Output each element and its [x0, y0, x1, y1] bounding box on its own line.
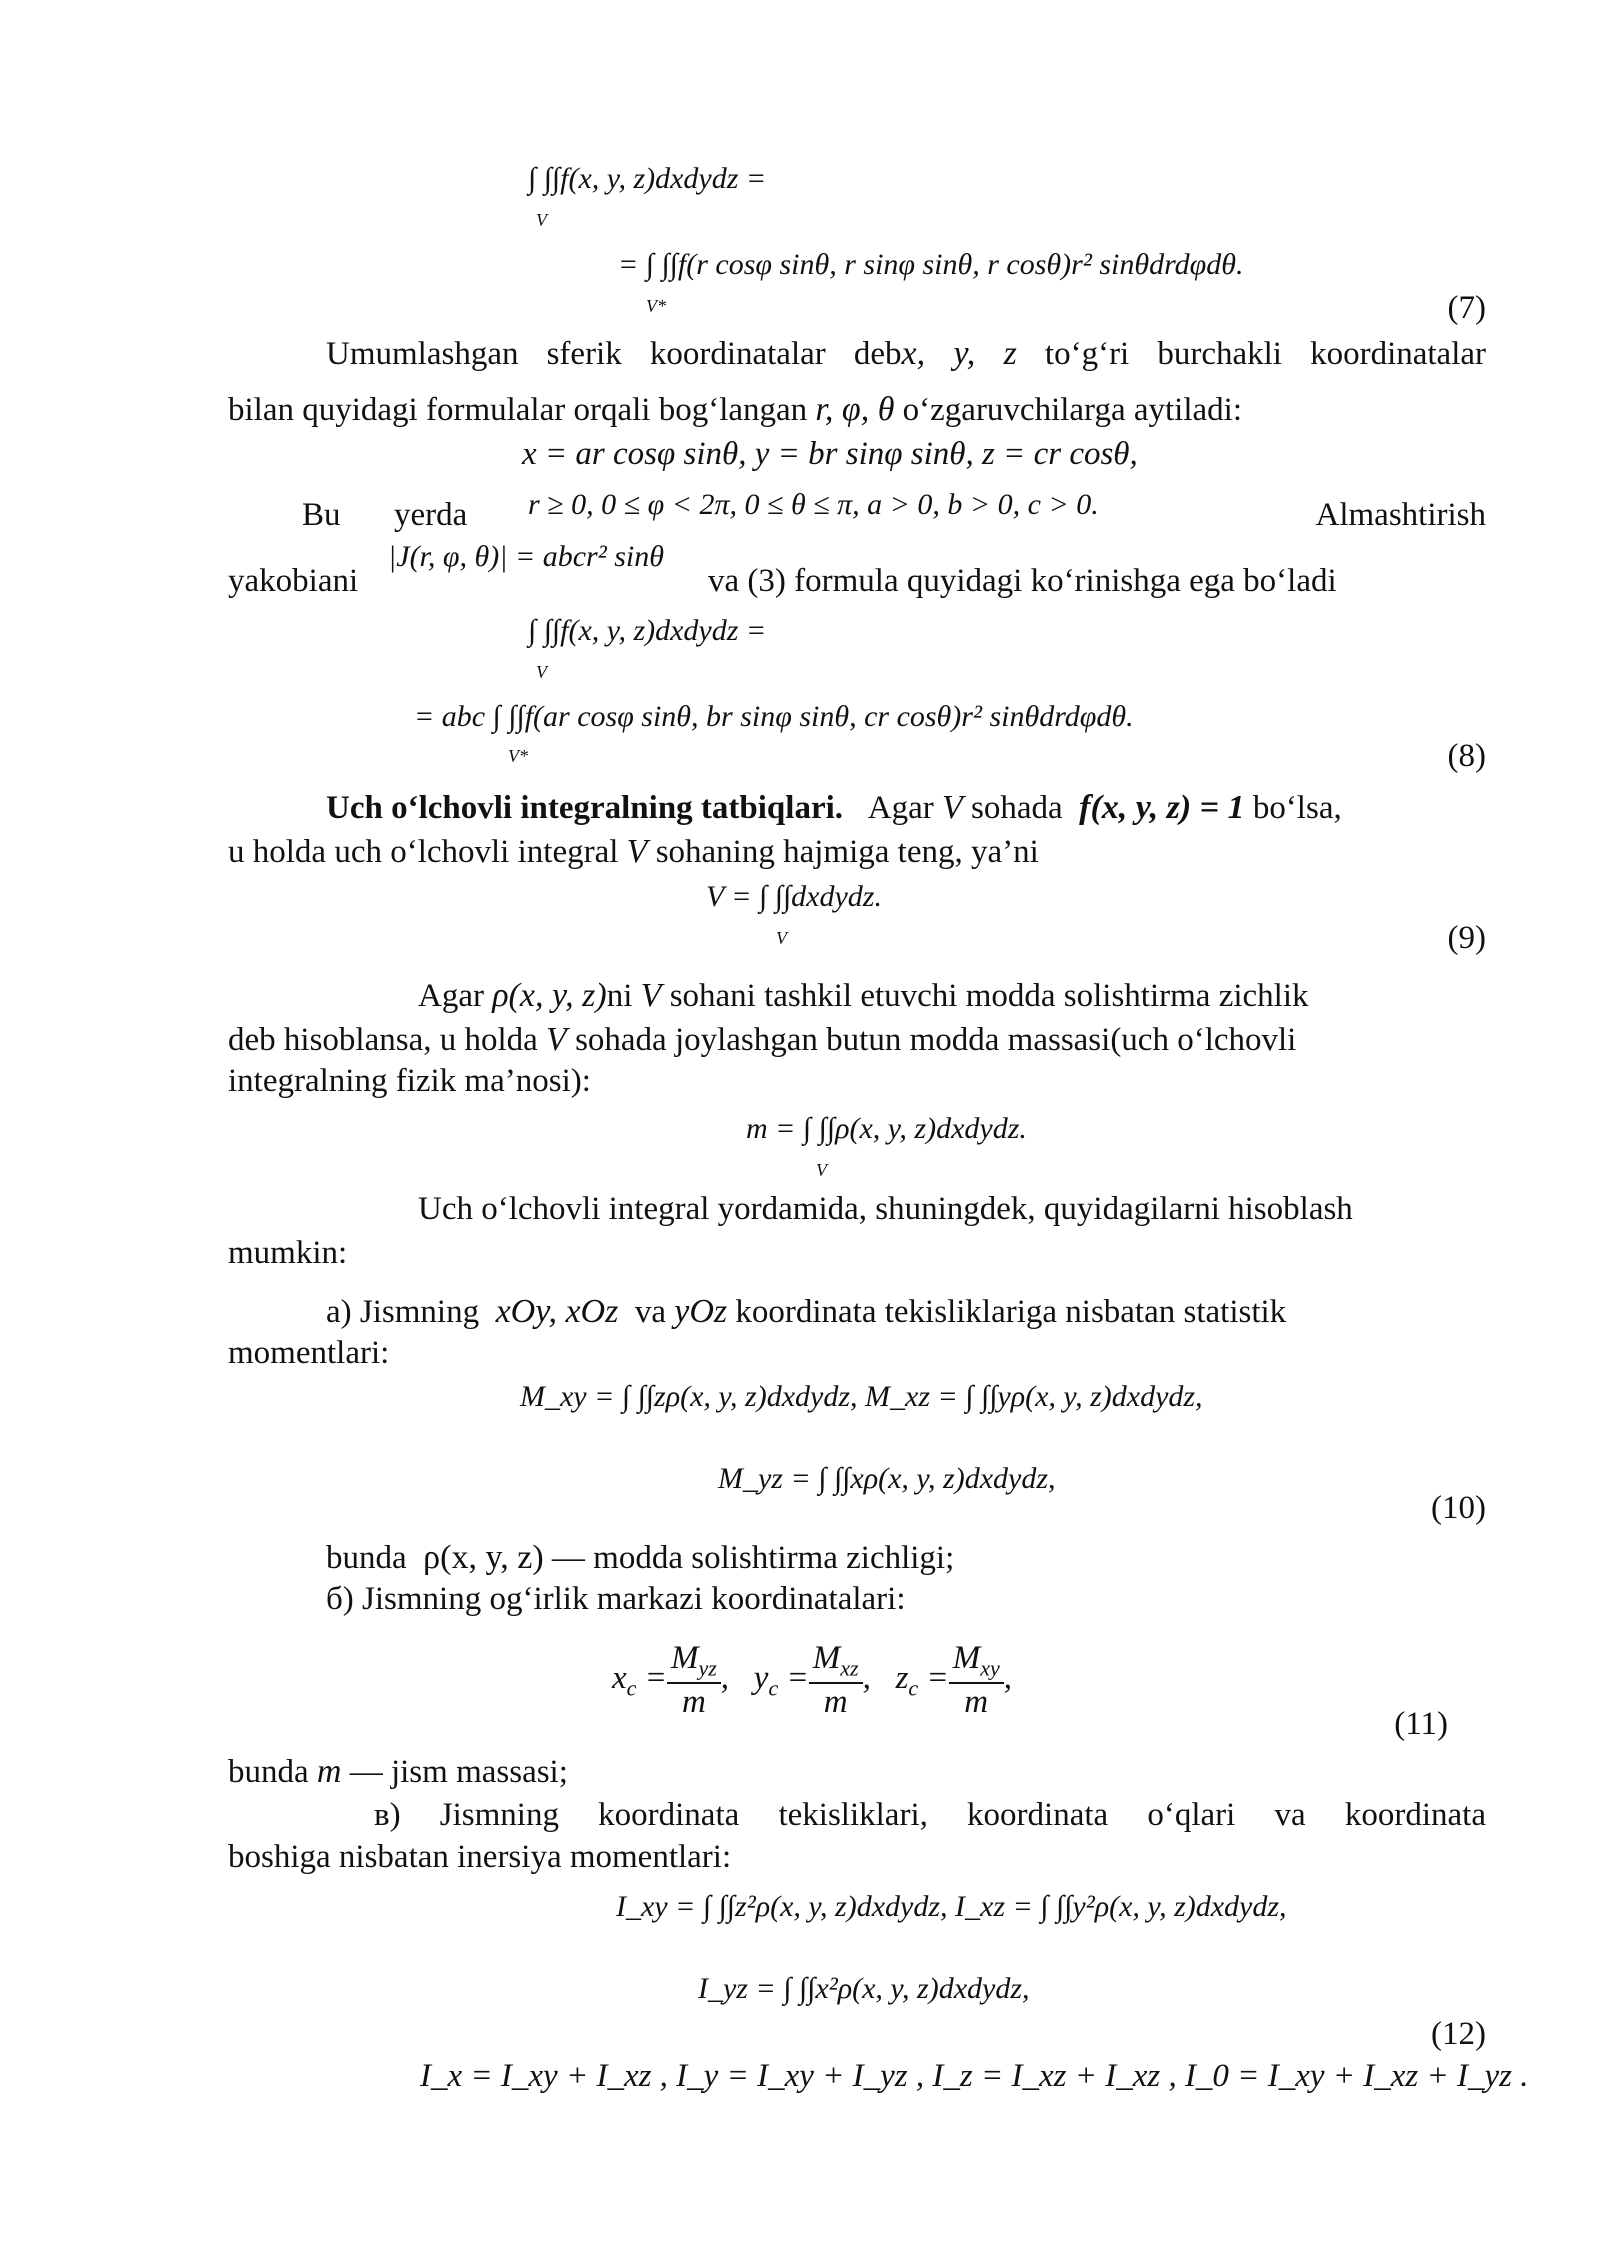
- fraction-yc: $\frac{M_{xz}}{m}$: [809, 1640, 863, 1721]
- eq12-line1: I_xy = ∫ ∫∫z²ρ(x, y, z)dxdydz, I_xz = ∫ ∫∫y²ρ(x, y, z)dxdydz,: [616, 1890, 1287, 1923]
- paragraph-formula-3: va (3) formula quyidagi ko‘rinishga ega bo‘ladi: [708, 563, 1337, 599]
- fraction-xc: $\frac{M_{yz}}{m}$: [667, 1640, 721, 1721]
- formula-generalized-spherical: x = ar cosφ sinθ, y = br sinφ sinθ, z = cr cosθ,: [522, 436, 1138, 472]
- eq11-formula: $x_c$ = $\frac{M_{yz}}{m}$ , $y_c$ = $\frac{M_{xz}}{m}$ , $z_c$ = $\frac{M_{xy}}{m}$ ,: [612, 1640, 1012, 1720]
- word-yerda: yerda: [394, 497, 468, 533]
- fraction-zc: $\frac{M_{xy}}{m}$: [949, 1640, 1004, 1721]
- paragraph-inertia-line1: в) Jismning koordinata tekisliklari, koordinata o‘qlari va koordinata: [374, 1797, 1486, 1833]
- eq7-number: (7): [1447, 290, 1486, 326]
- paragraph-center-of-mass: б) Jismning og‘irlik markazi koordinatalari:: [326, 1581, 906, 1617]
- paragraph-boglangan: bilan quyidagi formulalar orqali bog‘langan r, φ, θ o‘zgaruvchilarga aytiladi:: [228, 391, 1242, 428]
- eq7-sub1: V: [536, 210, 547, 230]
- eq9-sub: V: [776, 928, 787, 948]
- eq8-line1: ∫ ∫∫f(x, y, z)dxdydz =: [528, 614, 767, 647]
- eq7-line1: ∫ ∫∫f(x, y, z)dxdydz =: [528, 162, 767, 195]
- formula-mass: m = ∫ ∫∫ρ(x, y, z)dxdydz.: [746, 1112, 1027, 1145]
- eq7-sub2: V*: [646, 296, 666, 316]
- eq12-line2: I_yz = ∫ ∫∫x²ρ(x, y, z)dxdydz,: [698, 1972, 1030, 2005]
- paragraph-applications-line2: u holda uch o‘lchovli integral V sohaning hajmiga teng, ya’ni: [228, 833, 1039, 870]
- section-heading: Uch o‘lchovli integralning tatbiqlari.: [326, 790, 844, 826]
- eq8-sub2: V*: [508, 746, 528, 766]
- paragraph-mass-note: bunda m — jism massasi;: [228, 1753, 568, 1790]
- formula-jacobian: |J(r, φ, θ)| = abcr² sinθ: [388, 540, 664, 573]
- eq9-number: (9): [1447, 920, 1486, 956]
- paragraph-static-moments-line1: a) Jismning xOy, xOz va yOz koordinata tekisliklariga nisbatan statistik: [326, 1293, 1287, 1330]
- paragraph-density-line3: integralning fizik ma’nosi):: [228, 1063, 591, 1099]
- paragraph-mumkin: mumkin:: [228, 1235, 348, 1271]
- paragraph-inertia-line2: boshiga nisbatan inersiya momentlari:: [228, 1839, 732, 1875]
- eq12-number: (12): [1431, 2016, 1486, 2052]
- eq9-formula: V = ∫ ∫∫dxdydz.: [706, 880, 882, 913]
- eq10-number: (10): [1431, 1490, 1486, 1526]
- paragraph-uch-olchovli: Uch o‘lchovli integral yordamida, shuningdek, quyidagilarni hisoblash: [418, 1191, 1353, 1227]
- paragraph-applications-line1: Uch o‘lchovli integralning tatbiqlari. Agar V sohada f(x, y, z) = 1 bo‘lsa,: [326, 789, 1342, 826]
- paragraph-sferik: Umumlashgan sferik koordinatalar debx, y, z to‘g‘ri burchakli koordinatalar: [326, 335, 1486, 372]
- formula-conditions: r ≥ 0, 0 ≤ φ < 2π, 0 ≤ θ ≤ π, a > 0, b > 0, c > 0.: [528, 488, 1099, 521]
- eq10-line1: M_xy = ∫ ∫∫zρ(x, y, z)dxdydz, M_xz = ∫ ∫∫yρ(x, y, z)dxdydz,: [520, 1380, 1203, 1413]
- eq10-line2: M_yz = ∫ ∫∫xρ(x, y, z)dxdydz,: [718, 1462, 1056, 1495]
- eq8-sub1: V: [536, 662, 547, 682]
- eq8-line2: = abc ∫ ∫∫f(ar cosφ sinθ, br sinφ sinθ, cr cosθ)r² sinθdrdφdθ.: [414, 700, 1134, 733]
- paragraph-static-moments-line2: momentlari:: [228, 1335, 390, 1371]
- eq8-number: (8): [1447, 738, 1486, 774]
- word-bu: Bu: [302, 497, 341, 533]
- eq11-number: (11): [1394, 1706, 1448, 1742]
- paragraph-density-note: bunda ρ(x, y, z) — modda solishtirma zichligi;: [326, 1539, 955, 1576]
- eq12-line3: I_x = I_xy + I_xz , I_y = I_xy + I_yz , I_z = I_xz + I_xz , I_0 = I_xy + I_xz + I_yz .: [420, 2058, 1529, 2094]
- formula-mass-sub: V: [816, 1160, 827, 1180]
- word-yakobiani: yakobiani: [228, 563, 359, 599]
- word-almashtirish: Almashtirish: [1315, 497, 1486, 533]
- paragraph-density-line1: Agar ρ(x, y, z)ni V sohani tashkil etuvchi modda solishtirma zichlik: [418, 977, 1309, 1014]
- paragraph-density-line2: deb hisoblansa, u holda V sohada joylashgan butun modda massasi(uch o‘lchovli: [228, 1021, 1297, 1058]
- eq7-line2: = ∫ ∫∫f(r cosφ sinθ, r sinφ sinθ, r cosθ)r² sinθdrdφdθ.: [618, 248, 1244, 281]
